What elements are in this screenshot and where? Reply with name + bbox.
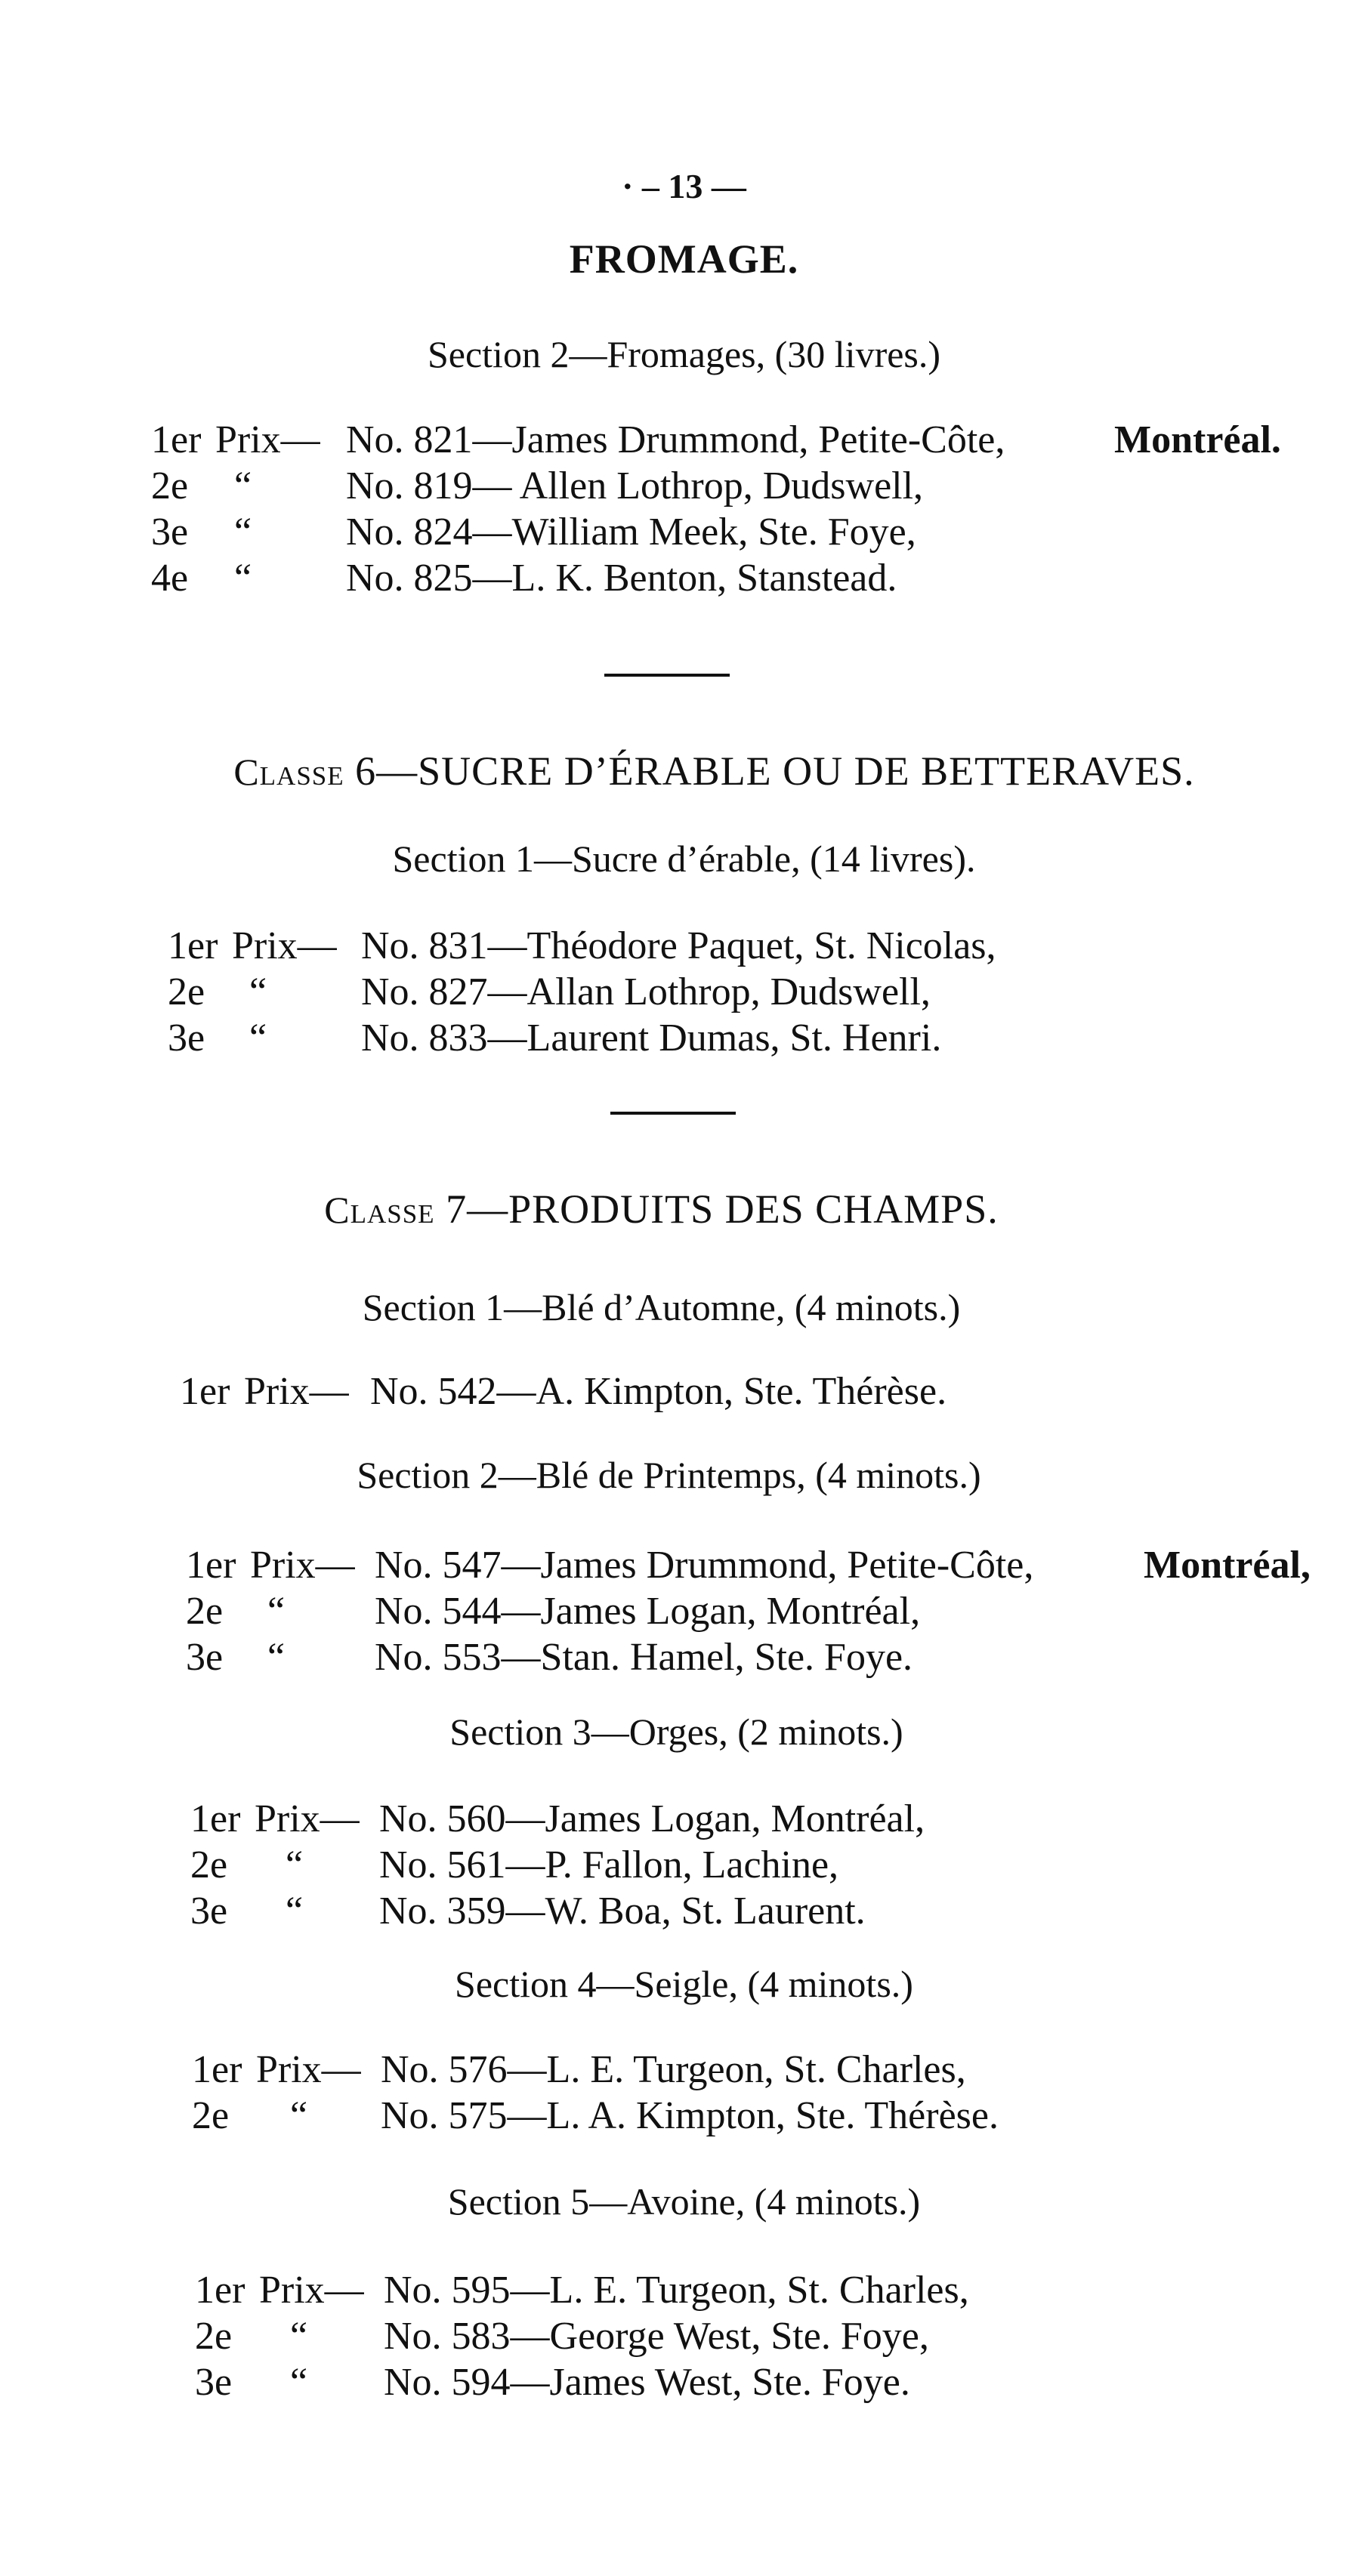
prize-entry-text: No. 833—Laurent Dumas, St. Henri.	[361, 1017, 942, 1060]
prize-prix: Prix—	[232, 924, 337, 967]
prize-entry-text: No. 594—James West, Ste. Foye.	[384, 2361, 910, 2404]
prize-city: Montréal,	[1144, 1544, 1311, 1587]
classe-7-section-4-title: Section 4—Seigle, (4 minots.)	[455, 1963, 913, 2005]
classe-7-heading	[0, 1186, 1345, 1232]
prize-ditto: “	[286, 1843, 304, 1886]
prize-place: 1er	[192, 2048, 242, 2091]
classe-6-title: 6—SUCRE D’ÉRABLE OU DE BETTERAVES.	[344, 748, 1195, 794]
prize-place: 2e	[151, 464, 189, 507]
divider-rule	[604, 674, 730, 677]
prize-entry-text: No. 821—James Drummond, Petite-Côte,	[346, 418, 1005, 461]
classe-7-section-2-title: Section 2—Blé de Printemps, (4 minots.)	[357, 1454, 981, 1496]
prize-entry-text: No. 819— Allen Lothrop, Dudswell,	[346, 464, 924, 507]
prize-place: 1er	[151, 418, 202, 461]
prize-entry-text: No. 576—L. E. Turgeon, St. Charles,	[381, 2048, 966, 2091]
classe-6-section-1-title: Section 1—Sucre d’érable, (14 livres).	[392, 838, 976, 880]
prize-entry-text: No. 827—Allan Lothrop, Dudswell,	[361, 970, 931, 1013]
classe-label: Classe	[324, 1189, 435, 1231]
prize-ditto: “	[234, 511, 252, 554]
prize-place: 1er	[190, 1797, 241, 1840]
prize-place: 2e	[186, 1590, 224, 1633]
fromage-title: FROMAGE.	[569, 236, 799, 282]
page-number: · – 13 —	[622, 167, 746, 205]
prize-place: 1er	[168, 924, 218, 967]
fromage-section-2-title: Section 2—Fromages, (30 livres.)	[427, 333, 941, 375]
prize-prix: Prix—	[255, 1797, 360, 1840]
prize-place: 1er	[180, 1370, 230, 1413]
prize-ditto: “	[290, 2361, 308, 2404]
prize-entry-text: No. 560—James Logan, Montréal,	[379, 1797, 925, 1840]
prize-place: 2e	[190, 1843, 228, 1886]
prize-prix: Prix—	[250, 1544, 355, 1587]
prize-ditto: “	[267, 1590, 286, 1633]
classe-7-title: 7—PRODUITS DES CHAMPS.	[434, 1186, 999, 1232]
prize-entry-text: No. 824—William Meek, Ste. Foye,	[346, 511, 916, 554]
prize-ditto: “	[234, 557, 252, 600]
prize-prix: Prix—	[259, 2269, 364, 2312]
prize-prix: Prix—	[215, 418, 320, 461]
classe-7-section-1-title: Section 1—Blé d’Automne, (4 minots.)	[362, 1286, 961, 1328]
prize-entry-text: No. 575—L. A. Kimpton, Ste. Thérèse.	[381, 2094, 999, 2137]
prize-place: 1er	[195, 2269, 245, 2312]
prize-ditto: “	[267, 1636, 286, 1679]
prize-place: 3e	[190, 1890, 228, 1933]
classe-7-section-3-title: Section 3—Orges, (2 minots.)	[449, 1711, 903, 1753]
prize-place: 3e	[168, 1017, 205, 1060]
prize-entry-text: No. 542—A. Kimpton, Ste. Thérèse.	[370, 1370, 947, 1413]
prize-ditto: “	[249, 970, 267, 1013]
prize-prix: Prix—	[244, 1370, 349, 1413]
prize-ditto: “	[286, 1890, 304, 1933]
prize-place: 3e	[195, 2361, 233, 2404]
prize-place: 1er	[186, 1544, 236, 1587]
classe-7-section-5-title: Section 5—Avoine, (4 minots.)	[447, 2180, 921, 2223]
prize-ditto: “	[290, 2094, 308, 2137]
prize-entry-text: No. 561—P. Fallon, Lachine,	[379, 1843, 839, 1886]
prize-place: 2e	[195, 2315, 233, 2358]
prize-place: 2e	[168, 970, 205, 1013]
prize-entry-text: No. 595—L. E. Turgeon, St. Charles,	[384, 2269, 969, 2312]
divider-rule	[610, 1112, 736, 1115]
prize-city: Montréal.	[1114, 418, 1281, 461]
classe-6-heading	[30, 748, 1368, 794]
prize-place: 4e	[151, 557, 189, 600]
prize-entry-text: No. 359—W. Boa, St. Laurent.	[379, 1890, 866, 1933]
prize-entry-text: No. 583—George West, Ste. Foye,	[384, 2315, 929, 2358]
prize-entry-text: No. 547—James Drummond, Petite-Côte,	[375, 1544, 1034, 1587]
classe-label: Classe	[233, 751, 344, 793]
prize-place: 3e	[186, 1636, 224, 1679]
prize-entry-text: No. 544—James Logan, Montréal,	[375, 1590, 921, 1633]
prize-ditto: “	[290, 2315, 308, 2358]
prize-entry-text: No. 825—L. K. Benton, Stanstead.	[346, 557, 897, 600]
prize-ditto: “	[234, 464, 252, 507]
prize-ditto: “	[249, 1017, 267, 1060]
prize-entry-text: No. 553—Stan. Hamel, Ste. Foye.	[375, 1636, 913, 1679]
prize-prix: Prix—	[256, 2048, 361, 2091]
prize-place: 2e	[192, 2094, 230, 2137]
prize-entry-text: No. 831—Théodore Paquet, St. Nicolas,	[361, 924, 996, 967]
prize-place: 3e	[151, 511, 189, 554]
